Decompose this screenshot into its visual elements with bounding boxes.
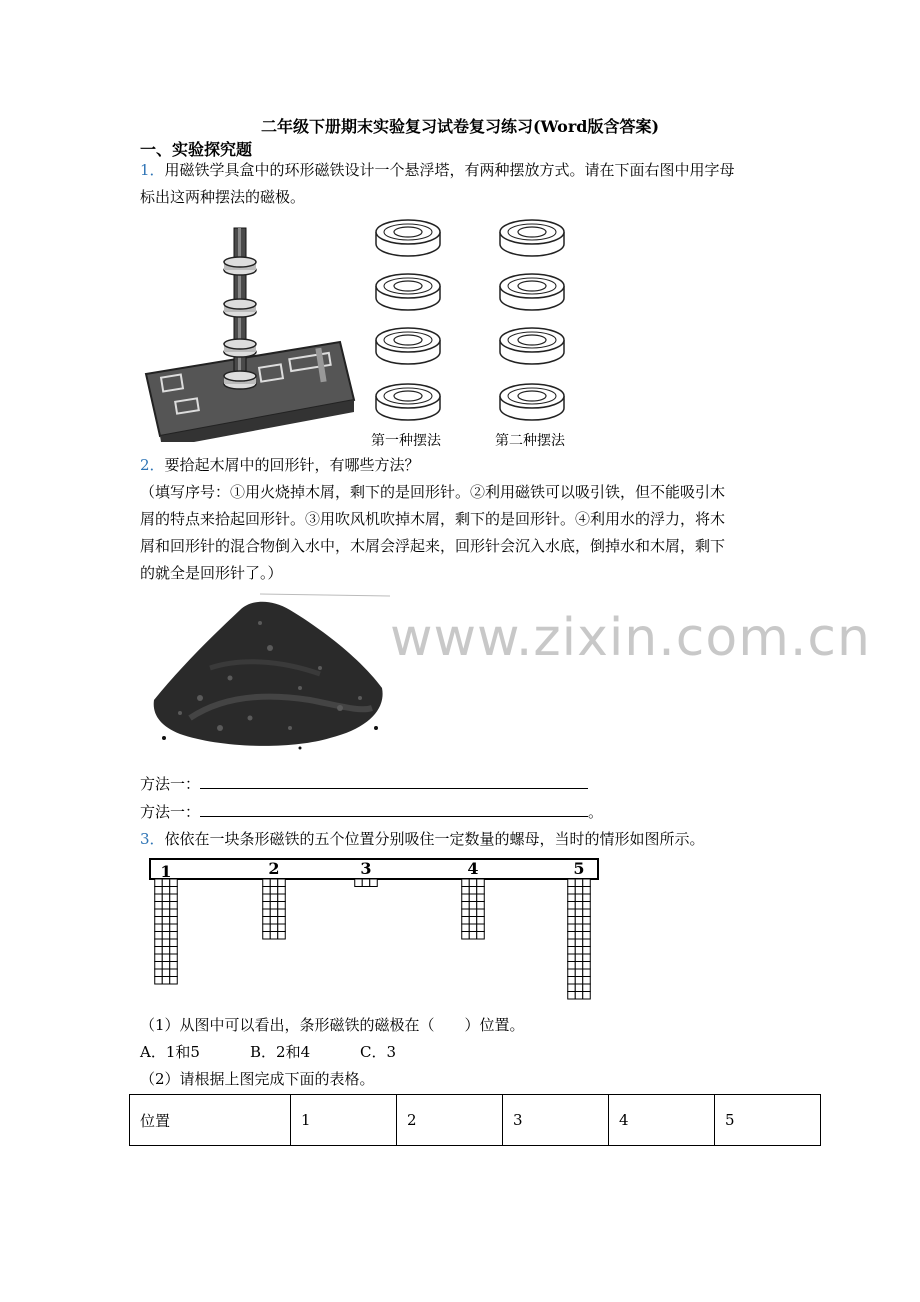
nut [469, 917, 477, 925]
nut [155, 962, 163, 970]
nut [583, 969, 591, 977]
position-label-3: 3 [360, 859, 372, 878]
bar-magnet-figure [146, 855, 606, 1005]
sawdust-pile-figure [150, 588, 390, 760]
caption-method-2: 第二种摆法 [495, 433, 565, 449]
table-cell: 3 [503, 1095, 609, 1146]
ring-column-2 [500, 220, 564, 420]
position-table [129, 1094, 821, 1146]
nut [155, 954, 163, 962]
nut [469, 894, 477, 902]
nut-stack-4 [462, 879, 485, 939]
nut [270, 909, 278, 917]
option-b[interactable]: B．2和4 [250, 1043, 311, 1061]
nut [278, 932, 286, 940]
nut [270, 879, 278, 887]
nut [469, 932, 477, 940]
table-cell: 2 [397, 1095, 503, 1146]
position-label-1: 1 [160, 862, 172, 881]
nut [362, 879, 370, 887]
bar-magnet [150, 859, 598, 879]
nut [155, 909, 163, 917]
nut [583, 939, 591, 947]
nut-stack-5 [568, 879, 591, 999]
nut [162, 969, 170, 977]
nut [162, 887, 170, 895]
nut [263, 887, 271, 895]
nut [575, 917, 583, 925]
table-header-cell: 位置 [130, 1095, 291, 1146]
nut [568, 984, 576, 992]
question-2-prompt: 要拾起木屑中的回形针，有哪些方法？ [164, 456, 420, 474]
nut [568, 924, 576, 932]
nut [575, 902, 583, 910]
nut [278, 917, 286, 925]
question-1-line2: 标出这两种摆法的磁极。 [140, 188, 306, 206]
method-line-1 [140, 773, 588, 794]
ring-magnets-figure [370, 212, 590, 448]
nut [477, 924, 485, 932]
table-cell: 5 [715, 1095, 821, 1146]
nut [583, 879, 591, 887]
question-3-prompt: 依依在一块条形磁铁的五个位置分别吸住一定数量的螺母，当时的情形如图所示。 [164, 830, 705, 848]
nut [568, 879, 576, 887]
nut [155, 924, 163, 932]
nut [170, 887, 178, 895]
nut [583, 909, 591, 917]
nut [263, 932, 271, 940]
question-3-options [140, 1041, 540, 1062]
nut [162, 947, 170, 955]
nut [568, 954, 576, 962]
method-1-answer-blank[interactable] [200, 773, 588, 789]
nut [278, 924, 286, 932]
nut [278, 902, 286, 910]
nut [583, 917, 591, 925]
position-label-4: 4 [467, 859, 479, 878]
nut [583, 977, 591, 985]
nut [568, 909, 576, 917]
nut [568, 939, 576, 947]
option-c[interactable]: C．3 [360, 1043, 397, 1061]
page-title: 二年级下册期末实验复习试卷复习练习(Word版含答案) [260, 117, 660, 136]
nut [155, 932, 163, 940]
nut [155, 902, 163, 910]
question-1-number: 1． [140, 161, 165, 179]
ring-column-1 [376, 220, 440, 420]
nut [477, 902, 485, 910]
question-2-hint-line1: （填写序号：①用火烧掉木屑，剩下的是回形针。②利用磁铁可以吸引铁，但不能吸引木 [140, 483, 726, 501]
nut [583, 992, 591, 1000]
nut [583, 924, 591, 932]
nut [162, 977, 170, 985]
method-2-answer-blank[interactable] [200, 801, 588, 817]
nut [278, 879, 286, 887]
nut [477, 887, 485, 895]
nut [575, 969, 583, 977]
nut [155, 947, 163, 955]
nut [568, 917, 576, 925]
nut [583, 984, 591, 992]
nut [270, 932, 278, 940]
nut [162, 932, 170, 940]
nut [477, 894, 485, 902]
question-3-number: 3． [140, 830, 165, 848]
nut [162, 909, 170, 917]
nut [170, 954, 178, 962]
nut [469, 909, 477, 917]
nut [575, 894, 583, 902]
nut [170, 917, 178, 925]
question-3-sub1: （1）从图中可以看出，条形磁铁的磁极在（ ）位置。 [140, 1016, 525, 1034]
table-cell: 1 [291, 1095, 397, 1146]
nut [462, 902, 470, 910]
nut [270, 902, 278, 910]
nut [278, 894, 286, 902]
question-3-sub2: （2）请根据上图完成下面的表格。 [140, 1070, 375, 1088]
option-a[interactable]: A．1和5 [140, 1043, 200, 1061]
nut [162, 894, 170, 902]
method-1-label: 方法一： [140, 775, 201, 793]
nut [583, 954, 591, 962]
nut [462, 879, 470, 887]
table-cell: 4 [609, 1095, 715, 1146]
nut [270, 894, 278, 902]
nut [155, 977, 163, 985]
nut [263, 909, 271, 917]
nut [575, 977, 583, 985]
nut [477, 932, 485, 940]
nut [568, 894, 576, 902]
nut [575, 962, 583, 970]
nut [575, 992, 583, 1000]
nut [568, 962, 576, 970]
nut [462, 917, 470, 925]
nut [263, 879, 271, 887]
nut [462, 932, 470, 940]
nut [583, 947, 591, 955]
nut [162, 924, 170, 932]
nut [568, 932, 576, 940]
section-heading: 一、实验探究题 [140, 140, 253, 159]
nut [170, 932, 178, 940]
nut [477, 879, 485, 887]
nut [162, 939, 170, 947]
nut [355, 879, 363, 887]
nut [462, 887, 470, 895]
levitation-tower-figure [140, 222, 360, 442]
nut [270, 887, 278, 895]
nut [477, 909, 485, 917]
nut-stack-3 [355, 879, 378, 887]
nut [170, 894, 178, 902]
position-label-5: 5 [573, 859, 585, 878]
question-2-hint-line4: 的就全是回形针了。） [140, 564, 283, 582]
nut [162, 962, 170, 970]
caption-method-1: 第一种摆法 [371, 433, 441, 449]
question-2-text [140, 452, 780, 587]
nut [263, 924, 271, 932]
nut [583, 887, 591, 895]
nut-stack-2 [263, 879, 286, 939]
nut [575, 947, 583, 955]
nut [155, 969, 163, 977]
nut [568, 902, 576, 910]
nut [155, 917, 163, 925]
nut [583, 902, 591, 910]
nut [575, 909, 583, 917]
nut [370, 879, 378, 887]
nut [278, 887, 286, 895]
nut [170, 947, 178, 955]
question-1-line1: 用磁铁学具盒中的环形磁铁设计一个悬浮塔，有两种摆放方式。请在下面右图中用字母 [164, 161, 735, 179]
nut [462, 894, 470, 902]
nut [263, 902, 271, 910]
nut [170, 962, 178, 970]
question-2-hint-line3: 屑和回形针的混合物倒入水中，木屑会浮起来，回形针会沉入水底，倒掉水和木屑，剩下 [140, 537, 726, 555]
nut [469, 902, 477, 910]
nut [583, 962, 591, 970]
nut [568, 887, 576, 895]
nut [568, 969, 576, 977]
nut [170, 909, 178, 917]
question-3-text [140, 826, 780, 853]
nut [583, 894, 591, 902]
nut [469, 887, 477, 895]
position-label-2: 2 [268, 859, 280, 878]
nut [469, 924, 477, 932]
nut [575, 924, 583, 932]
nut [162, 917, 170, 925]
nut [155, 894, 163, 902]
table-row [130, 1095, 821, 1146]
nut [155, 939, 163, 947]
question-2-number: 2． [140, 456, 165, 474]
nut [162, 954, 170, 962]
nut [170, 977, 178, 985]
nut [170, 969, 178, 977]
nut [568, 977, 576, 985]
nut [575, 939, 583, 947]
nut [583, 932, 591, 940]
nut [462, 924, 470, 932]
nut [568, 947, 576, 955]
nut [575, 984, 583, 992]
question-1-text [140, 157, 780, 211]
nut [162, 902, 170, 910]
nut [170, 902, 178, 910]
nut [170, 939, 178, 947]
nut [462, 909, 470, 917]
nut [270, 924, 278, 932]
method-2-label: 方法一： [140, 803, 201, 821]
nut [263, 894, 271, 902]
nut [568, 992, 576, 1000]
nut [263, 917, 271, 925]
nut [469, 879, 477, 887]
watermark: www.zixin.com.cn [390, 608, 871, 668]
method-line-2 [140, 801, 603, 822]
question-2-hint-line2: 屑的特点来拾起回形针。③用吹风机吹掉木屑，剩下的是回形针。④利用水的浮力，将木 [140, 510, 726, 528]
nut [170, 924, 178, 932]
nut [575, 954, 583, 962]
nut-stacks [155, 879, 591, 999]
nut [477, 917, 485, 925]
nut-stack-1 [155, 879, 178, 984]
nut [155, 887, 163, 895]
nut [575, 879, 583, 887]
method-2-end-mark: 。 [588, 803, 604, 821]
nut [270, 917, 278, 925]
nut [575, 887, 583, 895]
nut [575, 932, 583, 940]
nut [278, 909, 286, 917]
